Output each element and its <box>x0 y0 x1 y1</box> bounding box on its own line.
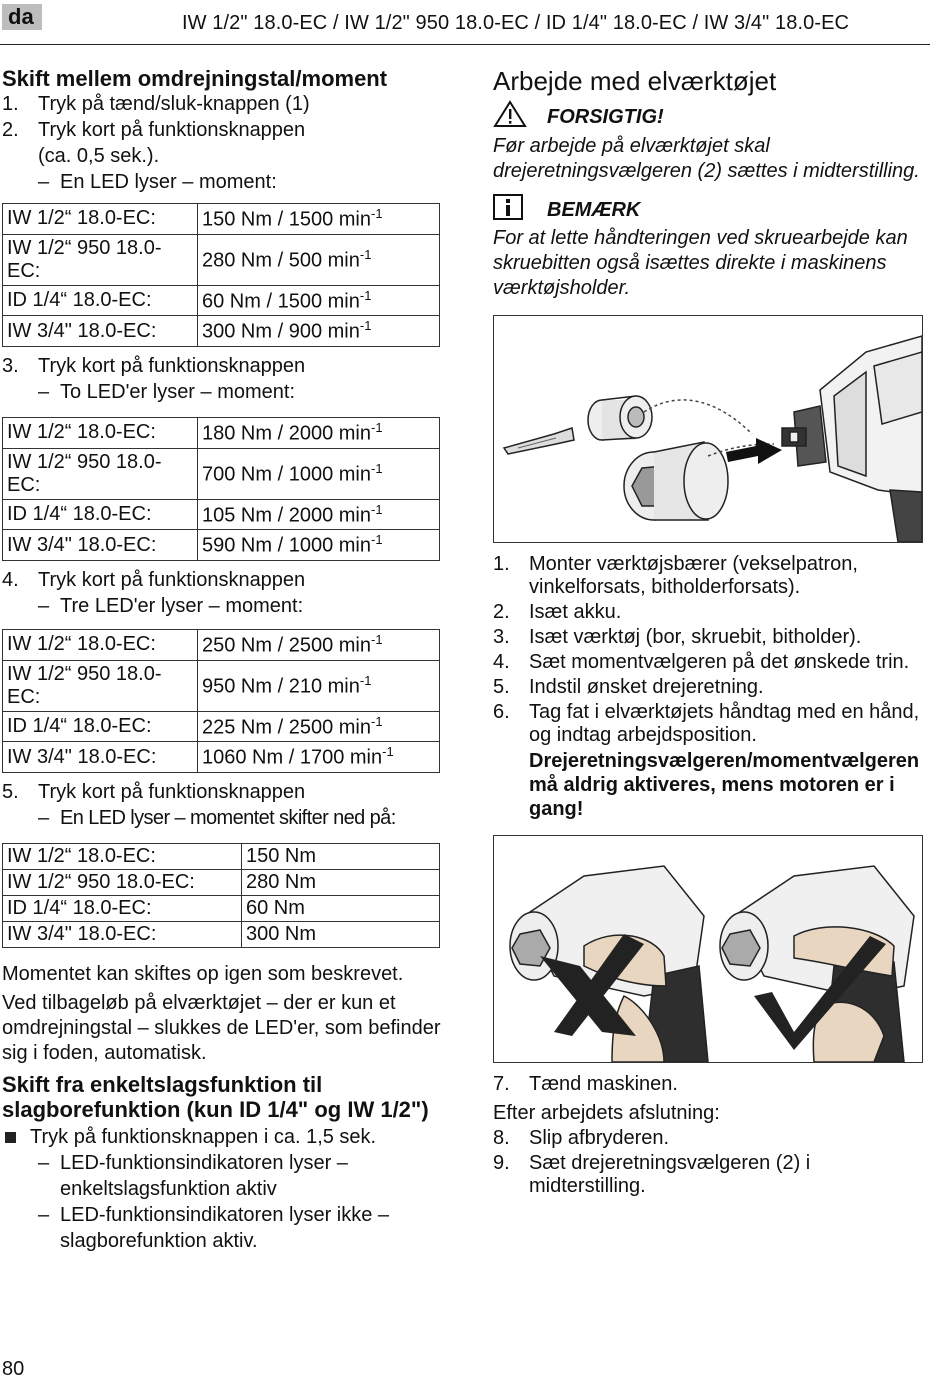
left-column <box>2 66 452 1254</box>
value-text: 60 Nm <box>246 896 305 919</box>
table-cell-model: IW 1/2“ 18.0-EC: <box>3 417 198 448</box>
table-cell-value <box>198 316 440 347</box>
led-one-down: – En LED lyser – momentet skifter ned på: <box>38 806 396 829</box>
after-work-label: Efter arbejdets afslutning: <box>493 1102 720 1124</box>
unit-exponent: -1 <box>370 419 383 435</box>
unit-exponent: -1 <box>359 246 372 262</box>
list-number: 4. <box>493 651 510 673</box>
value-text: 150 Nm <box>246 844 317 867</box>
step-2-cont: (ca. 0,5 sek.). <box>38 145 160 167</box>
value-text: 300 Nm / 900 min <box>202 320 360 343</box>
table-cell-value <box>198 448 440 499</box>
table-cell-model: IW 1/2“ 18.0-EC: <box>3 843 242 869</box>
section-title-speed-torque: Skift mellem omdrejningstal/moment <box>2 66 388 91</box>
list-item <box>493 626 929 649</box>
value-text: 1060 Nm / 1700 min <box>202 746 383 769</box>
page-number: 80 <box>2 1358 25 1380</box>
unit-exponent: -1 <box>359 318 372 334</box>
table-row <box>3 204 440 235</box>
table-cell-value <box>198 530 440 561</box>
table-cell-value <box>198 204 440 235</box>
header-divider <box>0 44 930 45</box>
list-text: Isæt akku. <box>529 601 622 623</box>
warning-bold-note: Drejeretningsvælgeren/momentvælgeren må aldrig aktiveres, mens motoren er i gang! <box>529 750 920 820</box>
led-two-moment: – To LED'er lyser – moment: <box>38 380 296 403</box>
table-row <box>3 921 440 947</box>
table-row <box>3 869 440 895</box>
step-5: 5. Tryk kort på funktionsknappen <box>2 780 306 803</box>
table-cell-value <box>242 843 440 869</box>
value-text: 950 Nm / 210 min <box>202 675 360 698</box>
list-text: Indstil ønsket drejeretning. <box>529 676 764 698</box>
header-model-list: IW 1/2" 18.0-EC / IW 1/2" 950 18.0-EC / ID 1/4" 18.0-EC / IW 3/4" 18.0-EC <box>182 12 850 34</box>
note-text: For at lette håndteringen ved skruearbejde kan skruebitten også isættes direkte i maskinens værktøjsholder. <box>493 227 908 299</box>
list-number: 3. <box>493 626 510 648</box>
table-cell-model: IW 3/4" 18.0-EC: <box>3 921 242 947</box>
unit-exponent: -1 <box>370 206 383 221</box>
table-cell-value <box>198 417 440 448</box>
value-text: 150 Nm / 1500 min <box>202 208 371 231</box>
step-1: 1. Tryk på tænd/sluk-knappen (1) <box>2 93 310 115</box>
list-text: Isæt værktøj (bor, skruebit, bitholder). <box>529 626 862 648</box>
list-number: 2. <box>493 601 510 623</box>
table-row <box>3 742 440 773</box>
working-steps-list <box>493 553 929 747</box>
step-4: 4. Tryk kort på funktionsknappen <box>2 568 306 591</box>
bullet-press-function: Tryk på funktionsknappen i ca. 1,5 sek. <box>2 1124 452 1150</box>
table-row <box>3 316 440 347</box>
list-item <box>493 676 929 699</box>
table-cell-model: IW 1/2“ 950 18.0-EC: <box>3 448 198 499</box>
list-number: 6. <box>493 701 510 723</box>
table-row <box>3 843 440 869</box>
table-cell-value <box>242 895 440 921</box>
table-cell-value <box>198 711 440 742</box>
step-2: 2. Tryk kort på funktionsknappen <box>2 119 306 141</box>
table-cell-model: IW 1/2“ 950 18.0-EC: <box>3 869 242 895</box>
table-row <box>3 285 440 316</box>
table-cell-model: IW 1/2“ 18.0-EC: <box>3 629 198 660</box>
table-cell-model: ID 1/4“ 18.0-EC: <box>3 499 198 530</box>
table-row <box>3 629 440 660</box>
table-cell-model: ID 1/4“ 18.0-EC: <box>3 285 198 316</box>
table-row <box>3 234 440 285</box>
section-title-working: Arbejde med elværktøjet <box>493 66 777 96</box>
table-cell-model: IW 1/2“ 950 18.0-EC: <box>3 660 198 711</box>
torque-table-1 <box>2 203 440 347</box>
table-row <box>3 711 440 742</box>
warning-triangle-icon <box>493 100 547 134</box>
tool-insertion-illustration-icon <box>494 316 922 542</box>
torque-table-4 <box>2 843 440 948</box>
led-one-moment: – En LED lyser – moment: <box>38 171 277 193</box>
list-text: Sæt momentvælgeren på det ønskede trin. <box>529 651 910 673</box>
table-cell-model: IW 3/4" 18.0-EC: <box>3 742 198 773</box>
step-8: 8. Slip afbryderen. <box>493 1127 670 1149</box>
dash-led-off: – LED-funktionsindikatoren lyser ikke – slagborefunktion aktiv. <box>38 1203 390 1252</box>
unit-exponent: -1 <box>359 287 372 303</box>
unit-exponent: -1 <box>382 744 394 760</box>
value-text: 700 Nm / 1000 min <box>202 463 371 486</box>
table-cell-value <box>198 499 440 530</box>
unit-exponent: -1 <box>359 672 372 688</box>
figure-tool-insertion <box>493 315 923 543</box>
table-cell-model: ID 1/4“ 18.0-EC: <box>3 711 198 742</box>
table-cell-model: IW 1/2“ 950 18.0-EC: <box>3 234 198 285</box>
dash-led-on: – LED-funktionsindikatoren lyser – enkeltslagsfunktion aktiv <box>38 1151 348 1200</box>
table-row <box>3 660 440 711</box>
table-row <box>3 417 440 448</box>
value-text: 180 Nm / 2000 min <box>202 422 371 445</box>
language-badge: da <box>2 4 42 30</box>
table-cell-value <box>198 629 440 660</box>
value-text: 225 Nm / 2500 min <box>202 716 371 739</box>
caution-text: Før arbejde på elværktøjet skal drejeretningsvælgeren (2) sættes i midterstilling. <box>493 135 920 182</box>
table-cell-value <box>198 234 440 285</box>
table-cell-value <box>198 742 440 773</box>
unit-exponent: -1 <box>370 460 383 476</box>
step-7: 7. Tænd maskinen. <box>493 1073 678 1095</box>
list-item <box>493 701 929 747</box>
right-column <box>493 66 929 1200</box>
list-number: 5. <box>493 676 510 698</box>
led-three-moment: – Tre LED'er lyser – moment: <box>38 594 304 617</box>
grip-comparison-illustration-icon <box>494 836 922 1062</box>
torque-table-2 <box>2 417 440 561</box>
list-text: Tag fat i elværktøjets håndtag med en hånd, og indtag arbejdsposition. <box>529 701 920 746</box>
unit-exponent: -1 <box>370 631 383 647</box>
paragraph-shift-up: Momentet kan skiftes op igen som beskrevet. <box>2 962 404 985</box>
step-9: 9. Sæt drejeretningsvælgeren (2) i midterstilling. <box>493 1152 811 1197</box>
list-item <box>493 651 929 674</box>
table-row <box>3 448 440 499</box>
unit-exponent: -1 <box>370 532 383 548</box>
table-row <box>3 499 440 530</box>
value-text: 590 Nm / 1000 min <box>202 534 371 557</box>
value-text: 300 Nm <box>246 922 317 945</box>
table-cell-model: IW 3/4" 18.0-EC: <box>3 530 198 561</box>
value-text: 280 Nm / 500 min <box>202 249 360 272</box>
torque-table-3 <box>2 629 440 773</box>
table-cell-model: IW 1/2“ 18.0-EC: <box>3 204 198 235</box>
table-row <box>3 895 440 921</box>
list-number: 1. <box>493 553 510 575</box>
list-text: Monter værktøjsbærer (vekselpatron, vinkelforsats, bitholderforsats). <box>529 553 858 598</box>
table-cell-model: ID 1/4“ 18.0-EC: <box>3 895 242 921</box>
info-icon <box>493 194 547 226</box>
table-row <box>3 530 440 561</box>
note-heading: BEMÆRK <box>493 194 929 226</box>
list-item <box>493 553 929 599</box>
step-3: 3. Tryk kort på funktionsknappen <box>2 354 306 377</box>
table-cell-value <box>198 285 440 316</box>
table-cell-value <box>242 869 440 895</box>
value-text: 60 Nm / 1500 min <box>202 290 360 313</box>
value-text: 105 Nm / 2000 min <box>202 504 371 527</box>
bullet-square-icon <box>5 1132 16 1143</box>
unit-exponent: -1 <box>370 713 383 729</box>
figure-grip-comparison <box>493 835 923 1063</box>
value-text: 250 Nm / 2500 min <box>202 634 371 657</box>
value-text: 280 Nm <box>246 870 317 893</box>
unit-exponent: -1 <box>370 501 383 517</box>
section-title-drill-mode: Skift fra enkeltslagsfunktion til slagborefunktion (kun ID 1/4" og IW 1/2") <box>2 1071 429 1122</box>
table-cell-value <box>242 921 440 947</box>
caution-heading: FORSIGTIG! <box>493 100 929 134</box>
table-cell-model: IW 3/4" 18.0-EC: <box>3 316 198 347</box>
paragraph-reverse: Ved tilbageløb på elværktøjet – der er kun et omdrejningstal – slukkes de LED'er, som befinder sig i foden, automatisk. <box>2 991 441 1064</box>
list-item <box>493 601 929 624</box>
table-cell-value <box>198 660 440 711</box>
